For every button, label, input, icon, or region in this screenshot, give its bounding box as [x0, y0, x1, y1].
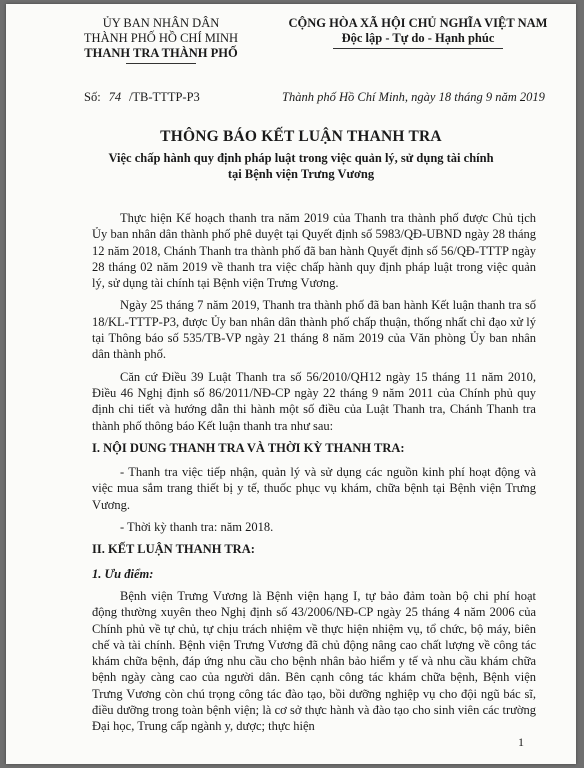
paragraph-5: - Thời kỳ thanh tra: năm 2018.	[120, 520, 274, 535]
paragraph-6: Bệnh viện Trưng Vương là Bệnh viện hạng I, tự bảo đảm toàn bộ chi phí hoạt động thường xuyên theo Nghị định số 43/2006/NĐ-CP ngày 25 tháng 4 năm 2006 của Chính phủ về tự chủ, tự chịu trách nhiệm về thực hiện nhiệm vụ, tổ chức, bộ máy, biên chế và tài chính. Bệnh viện Trưng Vương đã chủ động nâng cao chất lượng về công tác khám chữa bệnh, đáp ứng nhu cầu cho bệnh nhân bảo hiểm y tế và nhu cầu khám chữa bệnh ngày càng cao của người dân. Bên cạnh công tác khám chữa bệnh, Bệnh viện Trưng Vương còn chú trọng công tác đào tạo, bồi dưỡng nghiệp vụ cho đội ngũ bác sĩ, điều dưỡng trong toàn bệnh viện; là cơ sở thực hành và đào tạo cho sinh viên các trường Đại học, Trung cấp ngành y, dược; thực hiện	[92, 588, 536, 734]
agency-line-3: THANH TRA THÀNH PHỐ	[84, 46, 238, 60]
issuing-agency-header	[66, 16, 256, 64]
paragraph-4: - Thanh tra việc tiếp nhận, quản lý và sử dụng các nguồn kinh phí hoạt động và việc mua sắm trang thiết bị y tế, thuốc phục vụ khám, chữa bệnh tại Bệnh viện Trưng Vương.	[92, 465, 536, 512]
page-number: 1	[518, 735, 524, 749]
national-motto: Độc lập - Tự do - Hạnh phúc	[341, 31, 495, 45]
doc-number-prefix: Số:	[84, 90, 101, 104]
paragraph-2: Ngày 25 tháng 7 năm 2019, Thanh tra thành phố đã ban hành Kết luận thanh tra số 18/KL-TTTP-P3, được Ủy ban nhân dân thành phố chấp thuận, thống nhất chỉ đạo xử lý tại Thông báo số 535/TB-VP ngày 21 tháng 8 năm 2019 của Văn phòng Ủy ban nhân dân thành phố.	[92, 298, 536, 362]
subsection-heading-1: 1. Ưu điểm:	[92, 566, 154, 581]
national-header	[268, 16, 568, 49]
subtitle-line-2: tại Bệnh viện Trưng Vương	[227, 167, 375, 181]
subtitle-line-1: Việc chấp hành quy định pháp luật trong việc quản lý, sử dụng tài chính	[108, 151, 494, 165]
document-subtitle	[76, 150, 526, 182]
section-heading-2: II. KẾT LUẬN THANH TRA:	[92, 542, 255, 557]
agency-underline	[126, 63, 196, 64]
doc-number-value: 74	[108, 90, 122, 104]
agency-line-1: ỦY BAN NHÂN DÂN	[102, 16, 220, 30]
document-title: THÔNG BÁO KẾT LUẬN THANH TRA	[160, 128, 442, 145]
agency-line-2: THÀNH PHỐ HỒ CHÍ MINH	[83, 31, 239, 45]
nation-name: CỘNG HÒA XÃ HỘI CHỦ NGHĨA VIỆT NAM	[288, 16, 548, 30]
paragraph-1: Thực hiện Kế hoạch thanh tra năm 2019 của Thanh tra thành phố được Chủ tịch Ủy ban nhân dân thành phố phê duyệt tại Quyết định số 5983/QĐ-UBND ngày 28 tháng 12 năm 2018, Chánh Thanh tra thành phố đã ban hành Quyết định số 56/QĐ-TTTP ngày 28 tháng 02 năm 2019 về thanh tra việc chấp hành quy định pháp luật trong việc quản lý, sử dụng tài chính tại Bệnh viện Trưng Vương.	[92, 211, 536, 291]
document-number	[84, 90, 200, 105]
doc-number-suffix: /TB-TTTP-P3	[128, 90, 200, 104]
document-page	[6, 4, 576, 764]
section-heading-1: I. NỘI DUNG THANH TRA VÀ THỜI KỲ THANH TRA:	[92, 440, 405, 455]
motto-underline	[333, 48, 503, 49]
document-body	[92, 210, 536, 741]
place-and-date: Thành phố Hồ Chí Minh, ngày 18 tháng 9 năm 2019	[282, 90, 545, 104]
paragraph-3: Căn cứ Điều 39 Luật Thanh tra số 56/2010/QH12 ngày 15 tháng 11 năm 2010, Điều 46 Nghị định số 86/2011/NĐ-CP ngày 22 tháng 9 năm 2011 của Chính phủ quy định chi tiết và hướng dẫn thi hành một số điều của Luật Thanh tra, Chánh Thanh tra thành phố thông báo Kết luận thanh tra như sau:	[92, 369, 536, 433]
